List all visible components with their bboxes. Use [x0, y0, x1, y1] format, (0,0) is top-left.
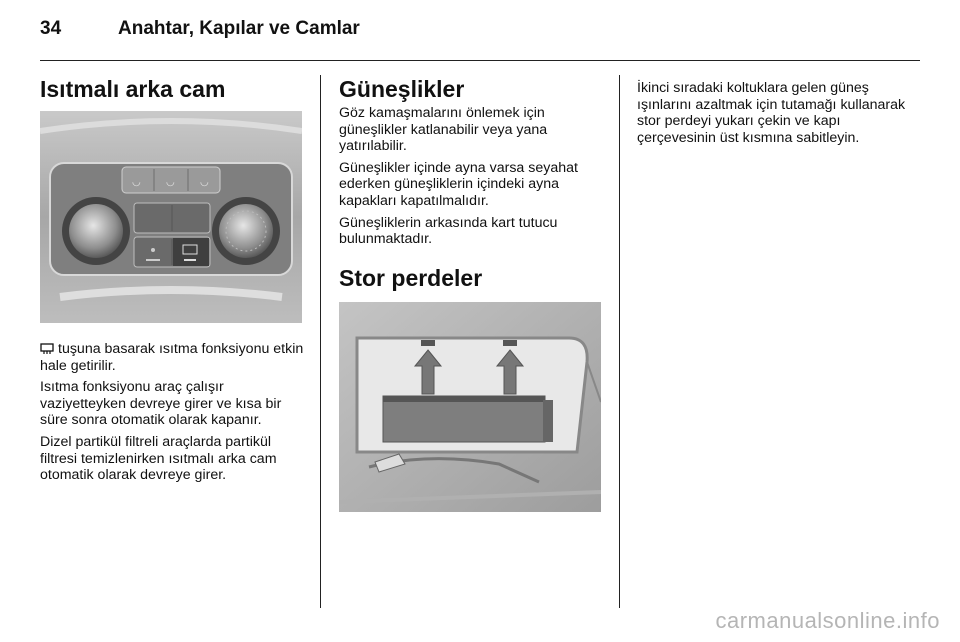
page-number: 34: [40, 18, 62, 39]
heading-roller-blinds: Stor perdeler: [339, 264, 483, 291]
chapter-title: Anahtar, Kapılar ve Camlar: [118, 18, 360, 39]
svg-text:◡: ◡: [132, 177, 141, 188]
rear-window-text-1: tuşuna basarak ısıtma fonksiyonu etkin hale getirilir.: [40, 341, 304, 374]
roller-blind-paragraph-1: İkinci sıradaki koltuklara gelen güneş ışınlarını azaltmak için tutamağı kullanarak stor perdeyi yukarı çekin ve kapı çerçevesinin üst kısmına sabitleyin.: [637, 80, 906, 146]
heading-heated-rear-window: Isıtmalı arka cam: [40, 76, 226, 102]
column-sunvisors: [339, 75, 607, 512]
column-roller-blinds: [637, 75, 912, 151]
sunvisor-paragraph-1: Göz kamaşmalarını önlemek için güneşlikler katlanabilir veya yana yatırılabilir.: [339, 105, 548, 155]
rear-window-heater-icon: [40, 343, 54, 355]
rear-window-paragraph-2: Isıtma fonksiyonu araç çalışır vaziyetteyken devreye girer ve kısa bir süre sonra otomatik olarak kapanır.: [40, 379, 282, 429]
climate-panel-illustration: [40, 111, 306, 323]
heading-sunvisors: Güneşlikler: [339, 76, 465, 102]
header-rule: [40, 60, 920, 61]
page-header: [40, 18, 920, 48]
column-divider-2: [619, 75, 620, 608]
roller-blind-illustration: [339, 302, 607, 512]
rear-window-paragraph-3: Dizel partikül filtreli araçlarda partikül filtresi temizlenirken ısıtmalı arka cam otomatik olarak devreye girer.: [40, 433, 277, 484]
sunvisor-paragraph-2: Güneşlikler içinde ayna varsa seyahat ederken güneşliklerin içindeki ayna kapakları kapatılmalıdır.: [339, 159, 578, 209]
watermark: carmanualsonline.info: [715, 608, 940, 633]
sunvisor-paragraph-3: Güneşliklerin arkasında kart tutucu bulunmaktadır.: [339, 214, 558, 248]
svg-text:◡: ◡: [200, 177, 209, 188]
column-divider-1: [320, 75, 321, 608]
svg-text:◡: ◡: [166, 177, 175, 188]
column-rear-window: [40, 75, 306, 489]
rear-window-paragraph-1: [40, 341, 306, 374]
